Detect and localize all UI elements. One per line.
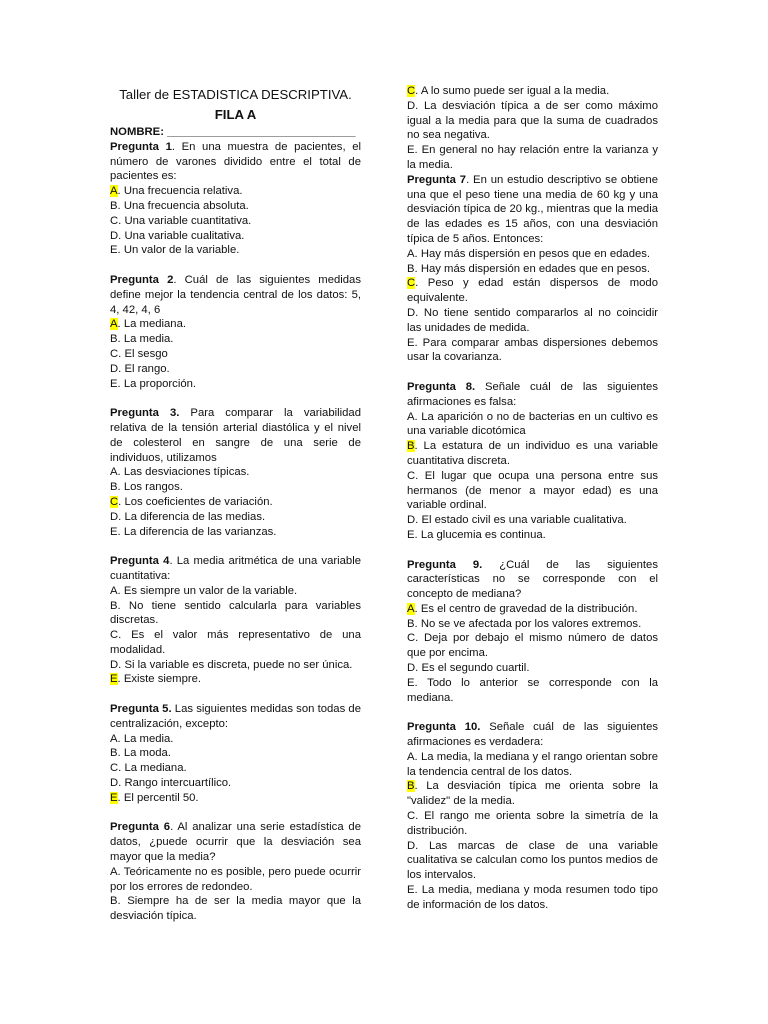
answer-text: . La aparición o no de bacterias en un cultivo es una variable dicotómica (407, 410, 658, 438)
answer-option (110, 658, 361, 673)
question-stem (110, 406, 361, 465)
answer-letter: D (407, 99, 416, 112)
question-stem (407, 558, 658, 602)
answer-letter: E (110, 525, 118, 538)
answer-option (407, 631, 658, 661)
answer-text: . La diferencia de las varianzas. (117, 525, 277, 538)
answer-letter: D (407, 306, 416, 319)
answer-letter: B (407, 617, 415, 630)
question-number: Pregunta 9. (407, 558, 483, 571)
answer-letter: E (407, 676, 415, 689)
question-block (110, 554, 361, 687)
answer-letter: B (407, 262, 415, 275)
answer-text: . Teóricamente no es posible, pero puede ocurrir por los errores de redondeo. (110, 865, 361, 893)
question-block (407, 173, 658, 365)
answer-letter: C (110, 629, 119, 642)
answer-option (407, 676, 658, 706)
answer-text: . La mediana. (117, 318, 187, 331)
answer-option (407, 661, 658, 676)
answer-text: . La desviación típica me orienta sobre la "validez" de la media. (407, 780, 658, 808)
answer-text: . Hay más dispersión en pesos que en edades. (414, 247, 651, 260)
answer-option (110, 894, 361, 924)
answer-text: . El percentil 50. (117, 791, 199, 804)
answer-option (407, 528, 658, 543)
answer-text: . Hay más dispersión en edades que en pesos. (414, 262, 651, 275)
answer-option (407, 809, 658, 839)
answer-option (407, 439, 658, 469)
answer-letter: C (110, 762, 119, 775)
answer-letter: D (407, 514, 416, 527)
answer-letter: B (110, 599, 118, 612)
question-number: Pregunta 4 (110, 555, 170, 568)
answer-option (110, 347, 361, 362)
answer-option (407, 143, 658, 173)
answer-option (110, 465, 361, 480)
answer-option (110, 495, 361, 510)
answer-letter: E (407, 336, 415, 349)
questions-right (407, 173, 658, 913)
left-column (110, 84, 361, 924)
answer-letter: A (110, 466, 118, 479)
answer-option (407, 839, 658, 883)
answer-option (110, 332, 361, 347)
question-text: Las siguientes medidas son todas de centralización, excepto: (110, 703, 361, 730)
highlighted-answer-letter: C (407, 85, 416, 97)
answer-option (110, 229, 361, 244)
answer-option (110, 791, 361, 806)
answer-text: . La mediana. (118, 762, 187, 775)
answer-option (407, 410, 658, 440)
question-text: . En una muestra de pacientes, el número de varones dividido entre el total de pacientes es: (110, 140, 361, 183)
answer-option (407, 602, 658, 617)
answer-option (110, 480, 361, 495)
answer-text: . Es el centro de gravedad de la distribución. (414, 602, 638, 615)
question-block (110, 820, 361, 924)
question-number: Pregunta 5. (110, 703, 172, 716)
answer-text: . El lugar que ocupa una persona entre sus hermanos (de menor a mayor edad) es una variable ordinal. (407, 469, 658, 512)
question-stem (110, 273, 361, 317)
answer-option (110, 732, 361, 747)
answer-text: . A lo sumo puede ser igual a la media. (415, 85, 610, 97)
question-text: Señale cuál de las siguientes afirmaciones es verdadera: (407, 721, 659, 749)
answer-text: . La moda. (117, 747, 171, 760)
highlighted-answer-letter: A (110, 185, 118, 198)
highlighted-answer-letter: B (407, 780, 415, 793)
answer-option (407, 306, 658, 336)
question-text: . En un estudio descriptivo se obtiene una que el peso tiene una media de 60 kg y una desviación típica de 20 kg., mientras que la media de las edades es 15 años, con una desviación típica de 5 años. Entonces: (407, 173, 658, 245)
answer-text: . El sesgo (118, 347, 168, 360)
answer-letter: D (407, 839, 416, 852)
question-stem (110, 140, 361, 184)
answer-option (407, 336, 658, 366)
answer-text: . La media. (117, 732, 174, 745)
answer-text: . Existe siempre. (117, 673, 202, 686)
answer-option (407, 779, 658, 809)
question-number: Pregunta 10. (407, 721, 481, 734)
highlighted-answer-letter: E (110, 673, 118, 686)
answer-letter: E (407, 144, 415, 157)
answer-option (110, 628, 361, 658)
document-title: Taller de ESTADISTICA DESCRIPTIVA. (119, 87, 352, 102)
answer-text: . El rango. (118, 362, 170, 375)
answer-option (407, 99, 658, 143)
answer-text: . No se ve afectada por los valores extremos. (414, 617, 642, 630)
document-subtitle: FILA A (214, 107, 257, 122)
answer-text: . La estatura de un individuo es una variable cuantitativa discreta. (407, 440, 658, 467)
answer-text: . El rango me orienta sobre la simetría de la distribución. (407, 810, 658, 837)
answer-option (407, 262, 658, 277)
question-block (110, 702, 361, 806)
question-block (407, 380, 658, 543)
answer-text: . Una frecuencia relativa. (117, 185, 243, 198)
answer-text: . Es el valor más representativo de una modalidad. (110, 629, 361, 656)
highlighted-answer-letter: A (110, 318, 118, 331)
answer-letter: B (110, 747, 118, 760)
question-block (407, 720, 658, 912)
highlighted-answer-letter: B (407, 440, 415, 453)
answer-letter: D (110, 777, 119, 790)
answer-text: . Siempre ha de ser la media mayor que la desviación típica. (110, 895, 361, 923)
answer-letter: E (407, 528, 415, 541)
answer-letter: B (110, 481, 118, 494)
question-text: . Cuál de las siguientes medidas define mejor la tendencia central de los datos: 5, 4, 42, 4, 6 (110, 273, 361, 316)
answer-letter: E (407, 884, 415, 897)
answer-letter: D (407, 662, 416, 675)
question-block (110, 140, 361, 258)
answer-text: . La proporción. (117, 377, 197, 390)
answer-text: . La glucemia es continua. (414, 528, 546, 541)
answer-letter: C (407, 810, 416, 823)
question-text: ¿Cuál de las siguientes características no se corresponde con el concepto de mediana? (407, 558, 658, 601)
answer-option (110, 243, 361, 258)
question-block (407, 558, 658, 706)
answer-text: . Deja por debajo el mismo número de datos que por encima. (407, 632, 658, 660)
highlighted-answer-letter: C (407, 277, 416, 290)
answer-option (110, 746, 361, 761)
answer-option (110, 776, 361, 791)
answer-letter: A (110, 732, 118, 745)
answer-text: . El estado civil es una variable cualitativa. (415, 514, 627, 527)
question-text: Señale cuál de las siguientes afirmaciones es falsa: (407, 380, 658, 408)
right-column (407, 84, 658, 913)
answer-text: . Todo lo anterior se corresponde con la mediana. (407, 676, 658, 704)
question-text: . Al analizar una serie estadística de datos, ¿puede ocurrir que la desviación sea mayor que la media? (110, 821, 361, 864)
question-text: Para comparar la variabilidad relativa de la tensión arterial diastólica y el nivel de colesterol en sangre de una serie de individuos, utilizamos (110, 407, 361, 464)
question-stem (407, 720, 658, 750)
answer-text: . Una variable cualitativa. (118, 229, 245, 242)
answer-text: . Una variable cuantitativa. (118, 214, 252, 227)
answer-option (110, 214, 361, 229)
answer-option (407, 469, 658, 513)
answer-text: . Una frecuencia absoluta. (117, 199, 249, 212)
answer-option (407, 84, 658, 99)
question-stem (407, 173, 658, 247)
answer-option (110, 865, 361, 895)
answer-option (110, 525, 361, 540)
answer-text: . La media, la mediana y el rango orientan sobre la tendencia central de los datos. (407, 750, 658, 778)
question-6-continued (407, 84, 658, 173)
answer-letter: E (110, 244, 118, 257)
answer-text: . No tiene sentido compararlos al no coincidir las unidades de medida. (407, 306, 658, 334)
answer-option (407, 513, 658, 528)
answer-letter: C (407, 632, 416, 645)
question-block (110, 406, 361, 539)
answer-option (407, 883, 658, 913)
question-stem (110, 702, 361, 732)
answer-letter: C (110, 214, 119, 227)
answer-text: . Los coeficientes de variación. (118, 495, 273, 508)
answer-text: . La diferencia de las medias. (118, 510, 266, 523)
question-text: . La media aritmética de una variable cuantitativa: (110, 555, 361, 582)
answer-option (407, 276, 658, 306)
question-number: Pregunta 8. (407, 380, 476, 393)
answer-letter: A (110, 865, 118, 878)
question-number: Pregunta 2 (110, 273, 174, 286)
answer-option (110, 317, 361, 332)
question-number: Pregunta 7 (407, 173, 467, 186)
question-number: Pregunta 3. (110, 407, 180, 420)
answer-option (407, 750, 658, 780)
answer-letter: E (110, 377, 118, 390)
answer-letter: B (110, 895, 118, 908)
answer-text: . La desviación típica a de ser como máximo igual a la media para que la suma de cuadrados no sea negativa. (407, 99, 658, 142)
answer-letter: D (110, 229, 119, 242)
answer-text: . Las desviaciones típicas. (117, 466, 250, 479)
answer-text: . Rango intercuartílico. (118, 777, 232, 790)
answer-text: . La media, mediana y moda resumen todo tipo de información de los datos. (407, 884, 658, 911)
question-stem (110, 820, 361, 864)
name-field-label: NOMBRE: ______________________________ (110, 126, 356, 138)
answer-option (110, 584, 361, 599)
answer-option (110, 599, 361, 629)
answer-letter: A (407, 410, 415, 423)
answer-text: . En general no hay relación entre la varianza y la media. (407, 144, 658, 171)
answer-text: . Un valor de la variable. (117, 244, 240, 257)
highlighted-answer-letter: A (407, 602, 415, 615)
answer-option (110, 184, 361, 199)
answer-letter: A (407, 750, 415, 763)
answer-text: . Peso y edad están dispersos de modo equivalente. (407, 277, 658, 305)
answer-letter: D (110, 510, 119, 523)
question-block (110, 273, 361, 391)
answer-text: . Las marcas de clase de una variable cualitativa se calculan como los puntos medios de los intervalos. (407, 839, 658, 882)
answer-letter: C (407, 469, 416, 482)
answer-option (110, 377, 361, 392)
questions-left (110, 140, 361, 924)
answer-option (110, 362, 361, 377)
highlighted-answer-letter: C (110, 495, 119, 508)
answer-letter: A (407, 247, 415, 260)
answer-option (110, 510, 361, 525)
answer-letter: B (110, 199, 118, 212)
answer-option (407, 247, 658, 262)
highlighted-answer-letter: E (110, 791, 118, 804)
answer-text: . Los rangos. (117, 481, 183, 494)
answer-letter: D (110, 362, 119, 375)
answer-letter: A (110, 584, 118, 597)
answer-text: . No tiene sentido calcularla para variables discretas. (110, 599, 361, 627)
answer-text: . La media. (117, 333, 174, 346)
answer-letter: D (110, 658, 119, 671)
answer-letter: B (110, 333, 118, 346)
answer-text: . Para comparar ambas dispersiones debemos usar la covarianza. (407, 336, 658, 364)
answer-option (110, 672, 361, 687)
answer-option (407, 617, 658, 632)
question-number: Pregunta 1 (110, 140, 172, 153)
answer-text: . Es el segundo cuartil. (415, 662, 530, 675)
answer-letter: C (110, 347, 119, 360)
answer-option (110, 199, 361, 214)
question-stem (110, 554, 361, 584)
answer-text: . Si la variable es discreta, puede no ser única. (118, 658, 353, 671)
question-number: Pregunta 6 (110, 821, 171, 834)
question-stem (407, 380, 658, 410)
answer-text: . Es siempre un valor de la variable. (117, 584, 298, 597)
answer-option (110, 761, 361, 776)
